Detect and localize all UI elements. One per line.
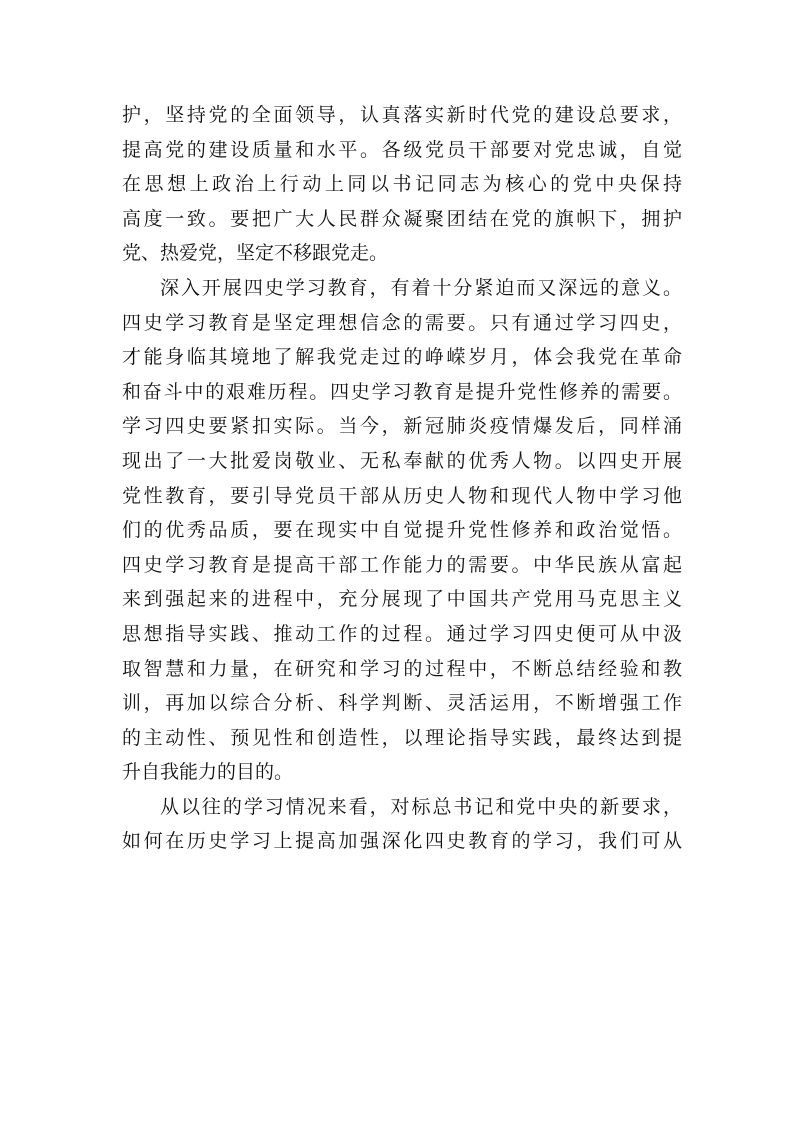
- document-body: [122, 98, 682, 859]
- text-line: 现出了一大批爱岗敬业、无私奉献的优秀人物。以四史开展: [122, 449, 682, 472]
- paragraph-1: [122, 98, 682, 271]
- text-line: 在思想上政治上行动上同以书记同志为核心的党中央保持: [122, 173, 682, 196]
- text-line: 四史学习教育是坚定理想信念的需要。只有通过学习四史，: [122, 311, 682, 334]
- text-line: 党、热爱党，坚定不移跟党走。: [122, 242, 389, 265]
- text-line: 党性教育，要引导党员干部从历史人物和现代人物中学习他: [122, 484, 682, 507]
- text-line: 才能身临其境地了解我党走过的峥嵘岁月，体会我党在革命: [122, 346, 682, 369]
- text-line: 深入开展四史学习教育，有着十分紧迫而又深远的意义。: [160, 276, 682, 299]
- paragraph-3: [122, 790, 682, 859]
- text-line: 提高党的建设质量和水平。各级党员干部要对党忠诚，自觉: [122, 138, 682, 161]
- text-line: 取智慧和力量，在研究和学习的过程中，不断总结经验和教: [122, 657, 682, 680]
- text-line: 高度一致。要把广大人民群众凝聚团结在党的旗帜下，拥护: [122, 207, 682, 230]
- text-line: 学习四史要紧扣实际。当今，新冠肺炎疫情爆发后，同样涌: [122, 415, 682, 438]
- text-line: 训，再加以综合分析、科学判断、灵活运用，不断增强工作: [122, 692, 682, 715]
- paragraph-2: [122, 271, 682, 790]
- text-line: 从以往的学习情况来看，对标总书记和党中央的新要求，: [160, 795, 682, 818]
- text-line: 思想指导实践、推动工作的过程。通过学习四史便可从中汲: [122, 622, 682, 645]
- text-line: 来到强起来的进程中，充分展现了中国共产党用马克思主义: [122, 588, 682, 611]
- text-line: 的主动性、预见性和创造性，以理论指导实践，最终达到提: [122, 726, 682, 749]
- text-line: 四史学习教育是提高干部工作能力的需要。中华民族从富起: [122, 553, 682, 576]
- text-line: 如何在历史学习上提高加强深化四史教育的学习，我们可从: [122, 830, 682, 853]
- text-line: 们的优秀品质，要在现实中自觉提升党性修养和政治觉悟。: [122, 519, 682, 542]
- text-line: 和奋斗中的艰难历程。四史学习教育是提升党性修养的需要。: [122, 380, 682, 403]
- text-line: 护，坚持党的全面领导，认真落实新时代党的建设总要求，: [122, 104, 682, 126]
- text-line: 升自我能力的目的。: [122, 761, 294, 784]
